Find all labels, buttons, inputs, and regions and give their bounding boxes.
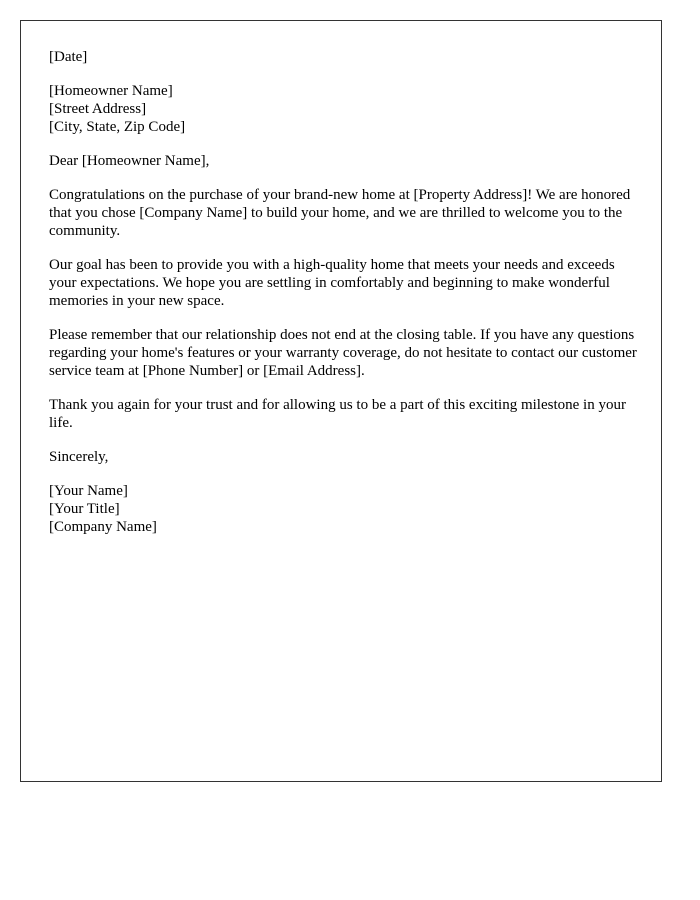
recipient-address <box>49 82 639 136</box>
letter-date <box>49 48 639 66</box>
signature-company: [Company Name] <box>49 519 157 535</box>
signature-name: [Your Name] <box>49 483 128 499</box>
letter-page <box>20 20 662 782</box>
paragraph-congratulations: Congratulations on the purchase of your brand-new home at [Property Address]! We are honored that you chose [Company Name] to build your home, and we are thrilled to welcome you to the community. <box>49 187 631 239</box>
signature-title: [Your Title] <box>49 501 120 517</box>
signature-block <box>49 482 639 536</box>
recipient-city-state-zip: [City, State, Zip Code] <box>49 119 186 135</box>
paragraph-goal: Our goal has been to provide you with a high-quality home that meets your needs and exceeds your expectations. We hope you are settling in comfortably and beginning to make wonderful memories in your new space. <box>49 257 615 309</box>
paragraph-relationship: Please remember that our relationship does not end at the closing table. If you have any questions regarding your home's features or your warranty coverage, do not hesitate to contact our customer service team at [Phone Number] or [Email Address]. <box>49 327 637 379</box>
salutation: Dear [Homeowner Name], <box>49 153 210 169</box>
date-text: [Date] <box>49 49 88 65</box>
recipient-street: [Street Address] <box>49 101 147 117</box>
paragraph-thanks: Thank you again for your trust and for allowing us to be a part of this exciting milestone in your life. <box>49 397 626 431</box>
recipient-name: [Homeowner Name] <box>49 83 173 99</box>
letter-body <box>49 48 639 552</box>
closing: Sincerely, <box>49 449 109 465</box>
